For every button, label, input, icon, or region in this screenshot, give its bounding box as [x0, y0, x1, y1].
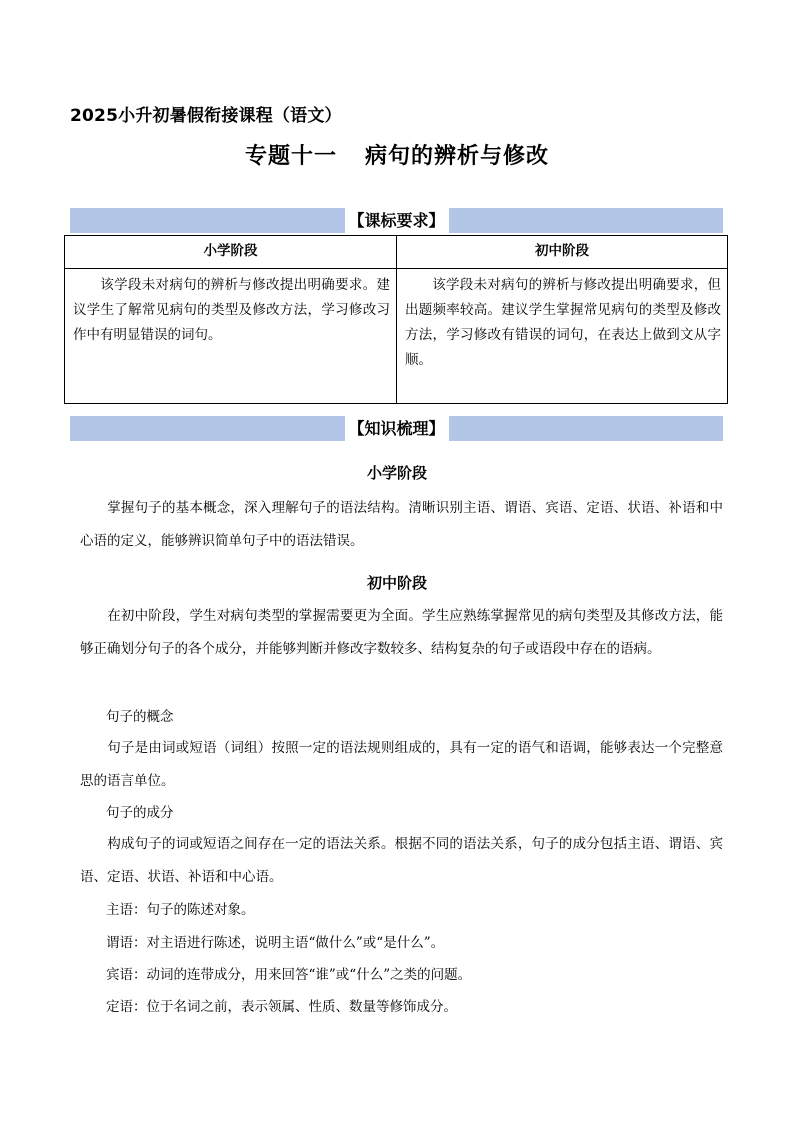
- component-title: 句子的成分: [106, 805, 174, 821]
- definition-predicate: 谓语：对主语进行陈述，说明主语“做什么”或“是什么”。: [106, 935, 445, 951]
- table-row: [65, 269, 728, 404]
- component-paragraph: [80, 828, 723, 893]
- cell-middle-text: 该学段未对病句的辨析与修改提出明确要求，但出题频率较高。建议学生掌握常见病句的类型及修改方法，学习修改有错误的词句，在表达上做到文从字顺。: [405, 277, 721, 368]
- topic-title: [0, 139, 794, 170]
- topic-name: 病句的辨析与修改: [365, 144, 550, 169]
- primary-stage-text: 掌握句子的基本概念，深入理解句子的语法结构。清晰识别主语、谓语、宾语、定语、状语、补语和中心语的定义，能够辨识简单句子中的语法错误。: [80, 500, 723, 549]
- definition-attributive: 定语：位于名词之前，表示领属、性质、数量等修饰成分。: [106, 999, 457, 1015]
- topic-number: 专题十一: [244, 144, 337, 169]
- primary-stage-paragraph: [80, 492, 723, 557]
- middle-stage-paragraph: [80, 600, 723, 665]
- primary-stage-heading: 小学阶段: [366, 464, 427, 482]
- knowledge-band-label: 【知识梳理】: [344, 416, 448, 441]
- concept-title: 句子的概念: [106, 709, 174, 725]
- course-title: 2025小升初暑假衔接课程（语文）: [70, 106, 342, 126]
- middle-stage-heading: 初中阶段: [366, 574, 427, 592]
- definition-subject: 主语：句子的陈述对象。: [106, 902, 255, 918]
- knowledge-band: [70, 416, 723, 441]
- col-header-middle: 初中阶段: [397, 236, 728, 269]
- component-text: 构成句子的词或短语之间存在一定的语法关系。根据不同的语法关系，句子的成分包括主语、谓语、宾语、定语、状语、补语和中心语。: [80, 836, 723, 885]
- cell-primary-text: 该学段未对病句的辨析与修改提出明确要求。建议学生了解常见病句的类型及修改方法，学习修改习作中有明显错误的词句。: [73, 277, 390, 343]
- definition-object: 宾语：动词的连带成分，用来回答“谁”或“什么”之类的问题。: [106, 967, 472, 983]
- cell-middle: [397, 269, 728, 404]
- table-header-row: [65, 236, 728, 269]
- col-header-primary: 小学阶段: [65, 236, 397, 269]
- middle-stage-text: 在初中阶段，学生对病句类型的掌握需要更为全面。学生应熟练掌握常见的病句类型及其修改方法，能够正确划分句子的各个成分，并能够判断并修改字数较多、结构复杂的句子或语段中存在的语病。: [80, 608, 723, 657]
- cell-primary: [65, 269, 397, 404]
- requirements-band: [70, 208, 723, 233]
- requirements-band-label: 【课标要求】: [344, 208, 448, 233]
- requirements-table: [64, 235, 728, 404]
- concept-paragraph: [80, 732, 723, 797]
- concept-text: 句子是由词或短语（词组）按照一定的语法规则组成的，具有一定的语气和语调，能够表达一个完整意思的语言单位。: [80, 740, 723, 789]
